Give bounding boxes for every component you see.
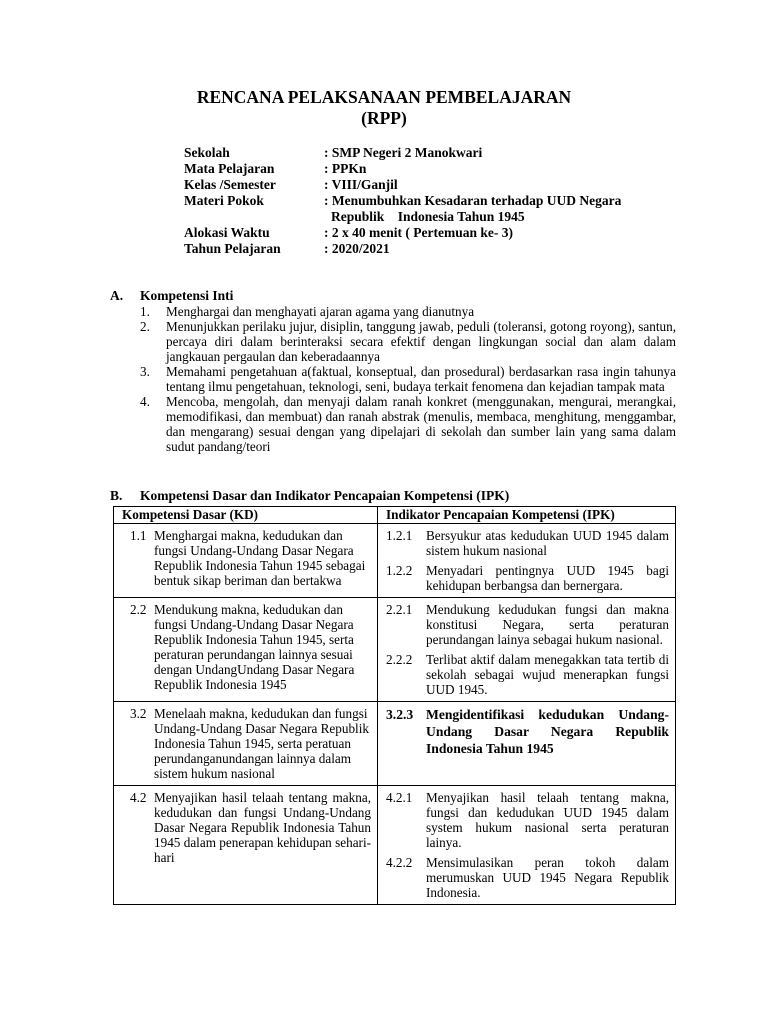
kd-number: 2.2 — [130, 602, 147, 617]
kd-cell — [114, 702, 378, 786]
table-row — [114, 524, 676, 598]
ipk-text: Mendukung kedudukan fungsi dan makna konstitusi Negara, serta peraturan perundangan lainya sebagai hukum nasional. — [426, 602, 669, 647]
ipk-cell — [378, 598, 676, 702]
list-item — [140, 304, 676, 319]
info-row-tahun-pelajaran — [184, 241, 684, 257]
table-row — [114, 702, 676, 786]
table-header-row — [114, 507, 676, 524]
info-label: Sekolah — [184, 145, 230, 160]
ipk-number: 1.2.2 — [386, 563, 413, 578]
ipk-cell — [378, 524, 676, 598]
kd-number: 4.2 — [130, 790, 147, 805]
document-subtitle: (RPP) — [361, 108, 407, 128]
list-text: Memahami pengetahuan a(faktual, konseptual, dan prosedural) berdasarkan rasa ingin tahunya tentang ilmu pengetahuan, teknologi, seni, budaya terkait fenomena dan kejadian tampak mata — [166, 364, 676, 394]
section-title: Kompetensi Inti — [140, 288, 234, 303]
section-letter: B. — [110, 488, 123, 503]
ipk-text: Mengidentifikasi kedudukan Undang-Undang Dasar Negara Republik Indonesia Tahun 1945 — [426, 707, 669, 756]
info-value: : SMP Negeri 2 Manokwari — [324, 145, 483, 160]
ipk-number: 4.2.1 — [386, 790, 413, 805]
info-value: : 2020/2021 — [324, 241, 390, 256]
list-number: 2. — [140, 319, 150, 334]
ipk-item — [386, 652, 669, 697]
kd-text: Mendukung makna, kedudukan dan fungsi Undang-Undang Dasar Negara Republik Indonesia Tahun 1945, serta peraturan perundangan lainnya sesuai dengan UndangUndang Dasar Negara Republik Indonesia 1945 — [154, 602, 355, 692]
info-label: Alokasi Waktu — [184, 225, 270, 240]
kd-cell — [114, 786, 378, 905]
kd-text: Menelaah makna, kedudukan dan fungsi Undang-Undang Dasar Negara Republik Indonesia Tahun 1945, serta peratuan perundanganundangan lainnya dalam sistem hukum nasional — [154, 706, 369, 781]
kd-cell — [114, 598, 378, 702]
ipk-item — [386, 790, 669, 850]
section-b-heading — [110, 488, 509, 503]
ipk-text: Menyadari pentingnya UUD 1945 bagi kehidupan berbangsa dan bernergara. — [426, 563, 669, 593]
info-label: Tahun Pelajaran — [184, 241, 281, 256]
section-title: Kompetensi Dasar dan Indikator Pencapaian Kompetensi (IPK) — [140, 488, 510, 503]
ipk-number: 3.2.3 — [386, 707, 414, 722]
info-value: : PPKn — [324, 161, 367, 176]
info-row-sekolah — [184, 145, 684, 161]
table-row — [114, 786, 676, 905]
ipk-text: Mensimulasikan peran tokoh dalam merumuskan UUD 1945 Negara Republik Indonesia. — [426, 855, 669, 900]
ipk-number: 1.2.1 — [386, 528, 413, 543]
ipk-number: 4.2.2 — [386, 855, 413, 870]
list-item — [140, 364, 676, 394]
list-number: 1. — [140, 304, 150, 319]
info-row-materi-pokok — [184, 193, 684, 225]
header-kd: Kompetensi Dasar (KD) — [114, 507, 378, 524]
ipk-item — [386, 563, 669, 593]
ipk-text: Menyajikan hasil telaah tentang makna, fungsi dan kedudukan UUD 1945 dalam system hukum nasional serta peraturan lainya. — [426, 790, 669, 850]
kd-text: Menghargai makna, kedudukan dan fungsi Undang-Undang Dasar Negara Republik Indonesia Tahun 1945 sebagai bentuk sikap beriman dan bertakwa — [154, 528, 366, 588]
info-value: : Menumbuhkan Kesadaran terhadap UUD Negara — [324, 193, 622, 208]
list-text: Menunjukkan perilaku jujur, disiplin, tanggung jawab, peduli (toleransi, gotong royong), santun, percaya diri dalam berinteraksi secara efektif dengan lingkungan social dan alam dalam jangkauan pergaulan dan keberadaannya — [166, 319, 676, 364]
kd-number: 1.1 — [130, 528, 147, 543]
kd-number: 3.2 — [130, 706, 147, 721]
kompetensi-inti-list — [140, 304, 676, 454]
ipk-text: Terlibat aktif dalam menegakkan tata tertib di sekolah sebagai wujud menerapkan fungsi UUD 1945. — [426, 652, 669, 697]
info-row-kelas-semester — [184, 177, 684, 193]
kd-text: Menyajikan hasil telaah tentang makna, kedudukan dan fungsi Undang-Undang Dasar Negara Republik Indonesia Tahun 1945 dalam penerapan kehidupan sehari-hari — [154, 790, 371, 865]
kd-ipk-table — [113, 506, 676, 905]
table-row — [114, 598, 676, 702]
kd-cell — [114, 524, 378, 598]
list-item — [140, 319, 676, 364]
identity-block — [184, 145, 684, 257]
info-value-continuation: Republik Indonesia Tahun 1945 — [331, 209, 525, 224]
info-label: Kelas /Semester — [184, 177, 276, 192]
list-number: 3. — [140, 364, 150, 379]
ipk-number: 2.2.1 — [386, 602, 413, 617]
info-label: Materi Pokok — [184, 193, 264, 208]
info-label: Mata Pelajaran — [184, 161, 275, 176]
ipk-item — [386, 706, 669, 757]
ipk-cell — [378, 786, 676, 905]
list-item — [140, 394, 676, 454]
section-letter: A. — [110, 288, 124, 303]
ipk-text: Bersyukur atas kedudukan UUD 1945 dalam sistem hukum nasional — [426, 528, 669, 558]
info-value: : VIII/Ganjil — [324, 177, 398, 192]
document-title: RENCANA PELAKSANAAN PEMBELAJARAN — [196, 87, 572, 107]
info-value-group — [324, 193, 674, 225]
ipk-cell — [378, 702, 676, 786]
ipk-item — [386, 528, 669, 558]
section-a-heading — [110, 288, 233, 303]
info-row-alokasi-waktu — [184, 225, 684, 241]
list-text: Menghargai dan menghayati ajaran agama yang dianutnya — [166, 304, 475, 319]
header-ipk: Indikator Pencapaian Kompetensi (IPK) — [378, 507, 676, 524]
ipk-item — [386, 602, 669, 647]
list-text: Mencoba, mengolah, dan menyaji dalam ranah konkret (menggunakan, mengurai, merangkai, memodifikasi, dan membuat) dan ranah abstrak (menulis, membaca, menghitung, menggambar, dan mengarang) sesuai dengan yang dipelajari di sekolah dan sumber lain yang sama dalam sudut pandang/teori — [166, 394, 676, 454]
info-value: : 2 x 40 menit ( Pertemuan ke- 3) — [324, 225, 513, 240]
ipk-item — [386, 855, 669, 900]
list-number: 4. — [140, 394, 150, 409]
ipk-number: 2.2.2 — [386, 652, 413, 667]
info-row-mata-pelajaran — [184, 161, 684, 177]
